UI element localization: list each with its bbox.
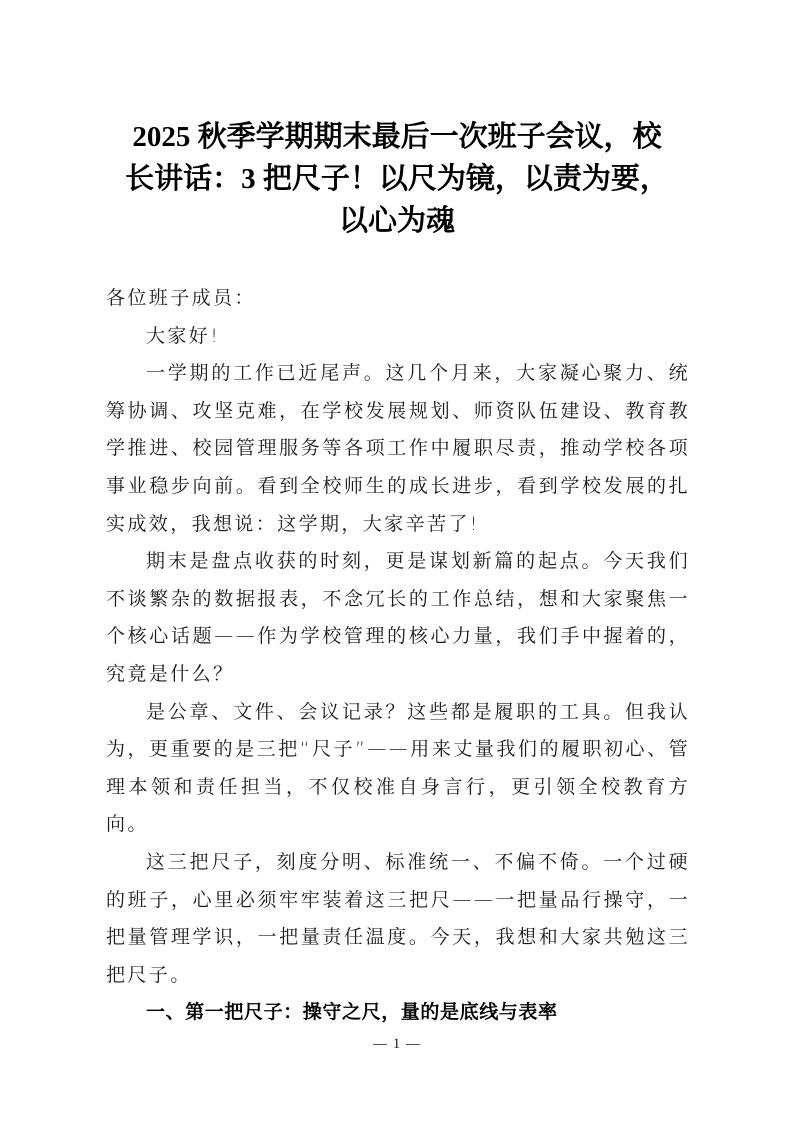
body-paragraph: 期末是盘点收获的时刻，更是谋划新篇的起点。今天我们不谈繁杂的数据报表，不念冗长的工作总结，想和大家聚焦一个核心话题——作为学校管理的核心力量，我们手中握着的，究竟是什么？ bbox=[106, 550, 690, 685]
section-heading: 一、第一把尺子：操守之尺，量的是底线与表率 bbox=[146, 1001, 558, 1024]
greeting-paragraph: 大家好! bbox=[146, 324, 221, 347]
title-line-2: 长讲话：3 把尺子！以尺为镜，以责为要， bbox=[125, 163, 669, 195]
body-paragraph: 这三把尺子，刻度分明、标准统一、不偏不倚。一个过硬的班子，心里必须牢牢装着这三把尺——一把量品行操守，一把量管理学识，一把量责任温度。今天，我想和大家共勉这三把尺子。 bbox=[106, 850, 690, 986]
page-footer bbox=[0, 1036, 793, 1053]
page-number: 1 bbox=[392, 1036, 401, 1052]
title-line-1: 2025 秋季学期期末最后一次班子会议，校 bbox=[132, 121, 662, 153]
title-line-3: 以心为魂 bbox=[338, 205, 455, 237]
footer-dash-left bbox=[373, 1044, 387, 1045]
body-paragraph: 是公章、文件、会议记录？这些都是履职的工具。但我认为，更重要的是三把“尺子”——用来丈量我们的履职初心、管理本领和责任担当，不仅校准自身言行，更引领全校教育方向。 bbox=[106, 700, 690, 836]
document-title bbox=[96, 116, 698, 242]
salutation: 各位班子成员： bbox=[106, 287, 256, 309]
document-body bbox=[106, 280, 690, 1032]
body-paragraph: 一学期的工作已近尾声。这几个月来，大家凝心聚力、统筹协调、攻坚克难，在学校发展规划、师资队伍建设、教育教学推进、校园管理服务等各项工作中履职尽责，推动学校各项事业稳步向前。看到全校师生的成长进步，看到学校发展的扎实成效，我想说：这学期，大家辛苦了! bbox=[106, 362, 690, 535]
footer-dash-right bbox=[406, 1044, 420, 1045]
